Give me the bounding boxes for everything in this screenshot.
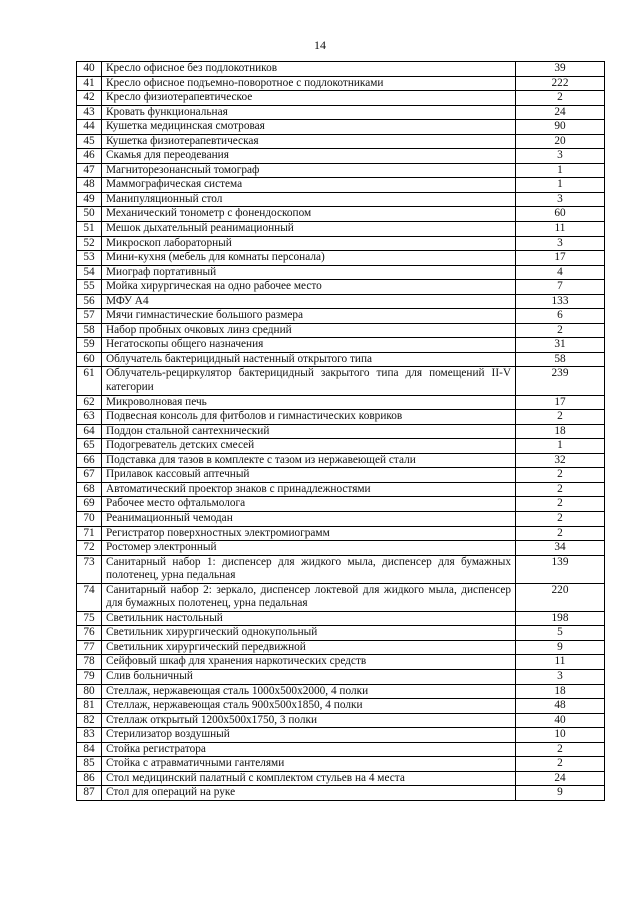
item-quantity: 40 bbox=[516, 713, 605, 728]
table-row bbox=[77, 669, 605, 684]
item-name: Светильник хирургический однокупольный bbox=[102, 626, 516, 641]
table-row bbox=[77, 424, 605, 439]
table-row bbox=[77, 294, 605, 309]
item-name: Магниторезонансный томограф bbox=[102, 163, 516, 178]
item-quantity: 32 bbox=[516, 453, 605, 468]
table-row bbox=[77, 178, 605, 193]
table-row bbox=[77, 482, 605, 497]
row-number: 60 bbox=[77, 352, 102, 367]
page-number: 14 bbox=[314, 38, 326, 52]
item-quantity: 2 bbox=[516, 410, 605, 425]
row-number: 47 bbox=[77, 163, 102, 178]
item-quantity: 31 bbox=[516, 338, 605, 353]
table-row bbox=[77, 251, 605, 266]
row-number: 58 bbox=[77, 323, 102, 338]
table-row bbox=[77, 192, 605, 207]
item-quantity: 18 bbox=[516, 684, 605, 699]
item-name: Ростомер электронный bbox=[102, 541, 516, 556]
table-row bbox=[77, 541, 605, 556]
row-number: 61 bbox=[77, 367, 102, 395]
item-quantity: 3 bbox=[516, 236, 605, 251]
row-number: 85 bbox=[77, 757, 102, 772]
item-quantity: 7 bbox=[516, 280, 605, 295]
row-number: 77 bbox=[77, 640, 102, 655]
item-name: Мячи гимнастические большого размера bbox=[102, 309, 516, 324]
item-name: Стойка с атравматичными гантелями bbox=[102, 757, 516, 772]
item-name: Светильник настольный bbox=[102, 611, 516, 626]
item-quantity: 10 bbox=[516, 728, 605, 743]
item-quantity: 139 bbox=[516, 555, 605, 583]
row-number: 84 bbox=[77, 742, 102, 757]
table-row bbox=[77, 236, 605, 251]
table-row bbox=[77, 91, 605, 106]
row-number: 68 bbox=[77, 482, 102, 497]
item-name: Кушетка медицинская смотровая bbox=[102, 120, 516, 135]
item-quantity: 90 bbox=[516, 120, 605, 135]
table-row bbox=[77, 713, 605, 728]
table-row bbox=[77, 771, 605, 786]
item-quantity: 9 bbox=[516, 786, 605, 801]
row-number: 45 bbox=[77, 134, 102, 149]
table-row bbox=[77, 555, 605, 583]
item-quantity: 198 bbox=[516, 611, 605, 626]
item-name: Стол медицинский палатный с комплектом стульев на 4 места bbox=[102, 771, 516, 786]
item-quantity: 9 bbox=[516, 640, 605, 655]
row-number: 59 bbox=[77, 338, 102, 353]
item-name: Стол для операций на руке bbox=[102, 786, 516, 801]
row-number: 76 bbox=[77, 626, 102, 641]
equipment-table-body bbox=[77, 62, 605, 801]
item-quantity: 24 bbox=[516, 771, 605, 786]
item-quantity: 222 bbox=[516, 76, 605, 91]
item-name: Санитарный набор 1: диспенсер для жидкого мыла, диспенсер для бумажных полотенец, урна педальная bbox=[102, 555, 516, 583]
table-row bbox=[77, 468, 605, 483]
item-quantity: 2 bbox=[516, 526, 605, 541]
item-quantity: 39 bbox=[516, 62, 605, 77]
item-quantity: 1 bbox=[516, 163, 605, 178]
item-quantity: 11 bbox=[516, 655, 605, 670]
item-name: Микроволновая печь bbox=[102, 395, 516, 410]
row-number: 50 bbox=[77, 207, 102, 222]
table-row bbox=[77, 699, 605, 714]
equipment-table bbox=[76, 61, 605, 801]
item-name: Автоматический проектор знаков с принадлежностями bbox=[102, 482, 516, 497]
row-number: 51 bbox=[77, 222, 102, 237]
row-number: 72 bbox=[77, 541, 102, 556]
table-row bbox=[77, 338, 605, 353]
row-number: 57 bbox=[77, 309, 102, 324]
row-number: 46 bbox=[77, 149, 102, 164]
item-quantity: 34 bbox=[516, 541, 605, 556]
item-quantity: 2 bbox=[516, 511, 605, 526]
item-name: Мини-кухня (мебель для комнаты персонала) bbox=[102, 251, 516, 266]
row-number: 53 bbox=[77, 251, 102, 266]
item-name: Реанимационный чемодан bbox=[102, 511, 516, 526]
row-number: 73 bbox=[77, 555, 102, 583]
item-name: Кушетка физиотерапевтическая bbox=[102, 134, 516, 149]
item-name: Механический тонометр с фонендоскопом bbox=[102, 207, 516, 222]
item-quantity: 2 bbox=[516, 323, 605, 338]
item-quantity: 6 bbox=[516, 309, 605, 324]
item-name: Кровать функциональная bbox=[102, 105, 516, 120]
row-number: 40 bbox=[77, 62, 102, 77]
row-number: 56 bbox=[77, 294, 102, 309]
item-quantity: 18 bbox=[516, 424, 605, 439]
item-quantity: 3 bbox=[516, 149, 605, 164]
item-name: Облучатель бактерицидный настенный открытого типа bbox=[102, 352, 516, 367]
item-quantity: 239 bbox=[516, 367, 605, 395]
item-quantity: 2 bbox=[516, 497, 605, 512]
table-row bbox=[77, 149, 605, 164]
table-row bbox=[77, 309, 605, 324]
item-quantity: 60 bbox=[516, 207, 605, 222]
item-quantity: 3 bbox=[516, 669, 605, 684]
item-name: Кресло офисное без подлокотников bbox=[102, 62, 516, 77]
row-number: 48 bbox=[77, 178, 102, 193]
table-row bbox=[77, 120, 605, 135]
table-row bbox=[77, 367, 605, 395]
row-number: 62 bbox=[77, 395, 102, 410]
row-number: 42 bbox=[77, 91, 102, 106]
table-row bbox=[77, 757, 605, 772]
item-quantity: 2 bbox=[516, 757, 605, 772]
table-row bbox=[77, 134, 605, 149]
item-quantity: 2 bbox=[516, 742, 605, 757]
item-name: Кресло физиотерапевтическое bbox=[102, 91, 516, 106]
table-row bbox=[77, 684, 605, 699]
item-name: Санитарный набор 2: зеркало, диспенсер локтевой для жидкого мыла, диспенсер для бумажных полотенец, урна педальная bbox=[102, 583, 516, 611]
item-name: Мешок дыхательный реанимационный bbox=[102, 222, 516, 237]
item-name: Стеллаж, нержавеющая сталь 900х500х1850, 4 полки bbox=[102, 699, 516, 714]
item-quantity: 2 bbox=[516, 482, 605, 497]
row-number: 69 bbox=[77, 497, 102, 512]
item-quantity: 5 bbox=[516, 626, 605, 641]
item-name: МФУ А4 bbox=[102, 294, 516, 309]
row-number: 83 bbox=[77, 728, 102, 743]
row-number: 79 bbox=[77, 669, 102, 684]
item-quantity: 2 bbox=[516, 91, 605, 106]
item-quantity: 1 bbox=[516, 439, 605, 454]
table-row bbox=[77, 728, 605, 743]
item-quantity: 1 bbox=[516, 178, 605, 193]
item-quantity: 58 bbox=[516, 352, 605, 367]
row-number: 43 bbox=[77, 105, 102, 120]
item-quantity: 17 bbox=[516, 395, 605, 410]
row-number: 44 bbox=[77, 120, 102, 135]
item-name: Облучатель-рециркулятор бактерицидный закрытого типа для помещений II-V категории bbox=[102, 367, 516, 395]
item-name: Светильник хирургический передвижной bbox=[102, 640, 516, 655]
table-row bbox=[77, 439, 605, 454]
item-quantity: 133 bbox=[516, 294, 605, 309]
row-number: 52 bbox=[77, 236, 102, 251]
table-row bbox=[77, 62, 605, 77]
row-number: 86 bbox=[77, 771, 102, 786]
table-row bbox=[77, 626, 605, 641]
row-number: 66 bbox=[77, 453, 102, 468]
row-number: 67 bbox=[77, 468, 102, 483]
item-quantity: 20 bbox=[516, 134, 605, 149]
table-row bbox=[77, 655, 605, 670]
table-row bbox=[77, 280, 605, 295]
table-row bbox=[77, 222, 605, 237]
item-quantity: 48 bbox=[516, 699, 605, 714]
row-number: 87 bbox=[77, 786, 102, 801]
item-quantity: 3 bbox=[516, 192, 605, 207]
item-name: Негатоскопы общего назначения bbox=[102, 338, 516, 353]
row-number: 41 bbox=[77, 76, 102, 91]
row-number: 81 bbox=[77, 699, 102, 714]
table-row bbox=[77, 583, 605, 611]
row-number: 55 bbox=[77, 280, 102, 295]
table-row bbox=[77, 163, 605, 178]
item-name: Стойка регистратора bbox=[102, 742, 516, 757]
item-name: Мойка хирургическая на одно рабочее место bbox=[102, 280, 516, 295]
table-row bbox=[77, 526, 605, 541]
item-name: Подогреватель детских смесей bbox=[102, 439, 516, 454]
item-name: Манипуляционный стол bbox=[102, 192, 516, 207]
row-number: 54 bbox=[77, 265, 102, 280]
row-number: 63 bbox=[77, 410, 102, 425]
table-row bbox=[77, 511, 605, 526]
item-name: Стерилизатор воздушный bbox=[102, 728, 516, 743]
row-number: 49 bbox=[77, 192, 102, 207]
item-name: Стеллаж открытый 1200х500х1750, 3 полки bbox=[102, 713, 516, 728]
item-name: Слив больничный bbox=[102, 669, 516, 684]
item-name: Маммографическая система bbox=[102, 178, 516, 193]
table-row bbox=[77, 611, 605, 626]
table-row bbox=[77, 640, 605, 655]
row-number: 64 bbox=[77, 424, 102, 439]
item-quantity: 4 bbox=[516, 265, 605, 280]
table-row bbox=[77, 410, 605, 425]
item-quantity: 2 bbox=[516, 468, 605, 483]
item-name: Регистратор поверхностных электромиограмм bbox=[102, 526, 516, 541]
table-row bbox=[77, 453, 605, 468]
item-name: Подставка для тазов в комплекте с тазом из нержавеющей стали bbox=[102, 453, 516, 468]
table-row bbox=[77, 395, 605, 410]
item-name: Набор пробных очковых линз средний bbox=[102, 323, 516, 338]
row-number: 80 bbox=[77, 684, 102, 699]
row-number: 65 bbox=[77, 439, 102, 454]
table-row bbox=[77, 76, 605, 91]
row-number: 75 bbox=[77, 611, 102, 626]
item-name: Миограф портативный bbox=[102, 265, 516, 280]
table-row bbox=[77, 323, 605, 338]
item-quantity: 17 bbox=[516, 251, 605, 266]
item-name: Подвесная консоль для фитболов и гимнастических ковриков bbox=[102, 410, 516, 425]
item-name: Кресло офисное подъемно-поворотное с подлокотниками bbox=[102, 76, 516, 91]
table-row bbox=[77, 497, 605, 512]
row-number: 70 bbox=[77, 511, 102, 526]
table-row bbox=[77, 786, 605, 801]
item-name: Микроскоп лабораторный bbox=[102, 236, 516, 251]
table-row bbox=[77, 352, 605, 367]
row-number: 71 bbox=[77, 526, 102, 541]
item-name: Стеллаж, нержавеющая сталь 1000х500х2000, 4 полки bbox=[102, 684, 516, 699]
row-number: 82 bbox=[77, 713, 102, 728]
table-row bbox=[77, 105, 605, 120]
item-quantity: 220 bbox=[516, 583, 605, 611]
item-name: Поддон стальной сантехнический bbox=[102, 424, 516, 439]
row-number: 74 bbox=[77, 583, 102, 611]
item-quantity: 11 bbox=[516, 222, 605, 237]
row-number: 78 bbox=[77, 655, 102, 670]
item-name: Сейфовый шкаф для хранения наркотических средств bbox=[102, 655, 516, 670]
table-row bbox=[77, 265, 605, 280]
item-name: Скамья для переодевания bbox=[102, 149, 516, 164]
table-row bbox=[77, 207, 605, 222]
item-name: Прилавок кассовый аптечный bbox=[102, 468, 516, 483]
item-quantity: 24 bbox=[516, 105, 605, 120]
item-name: Рабочее место офтальмолога bbox=[102, 497, 516, 512]
table-row bbox=[77, 742, 605, 757]
